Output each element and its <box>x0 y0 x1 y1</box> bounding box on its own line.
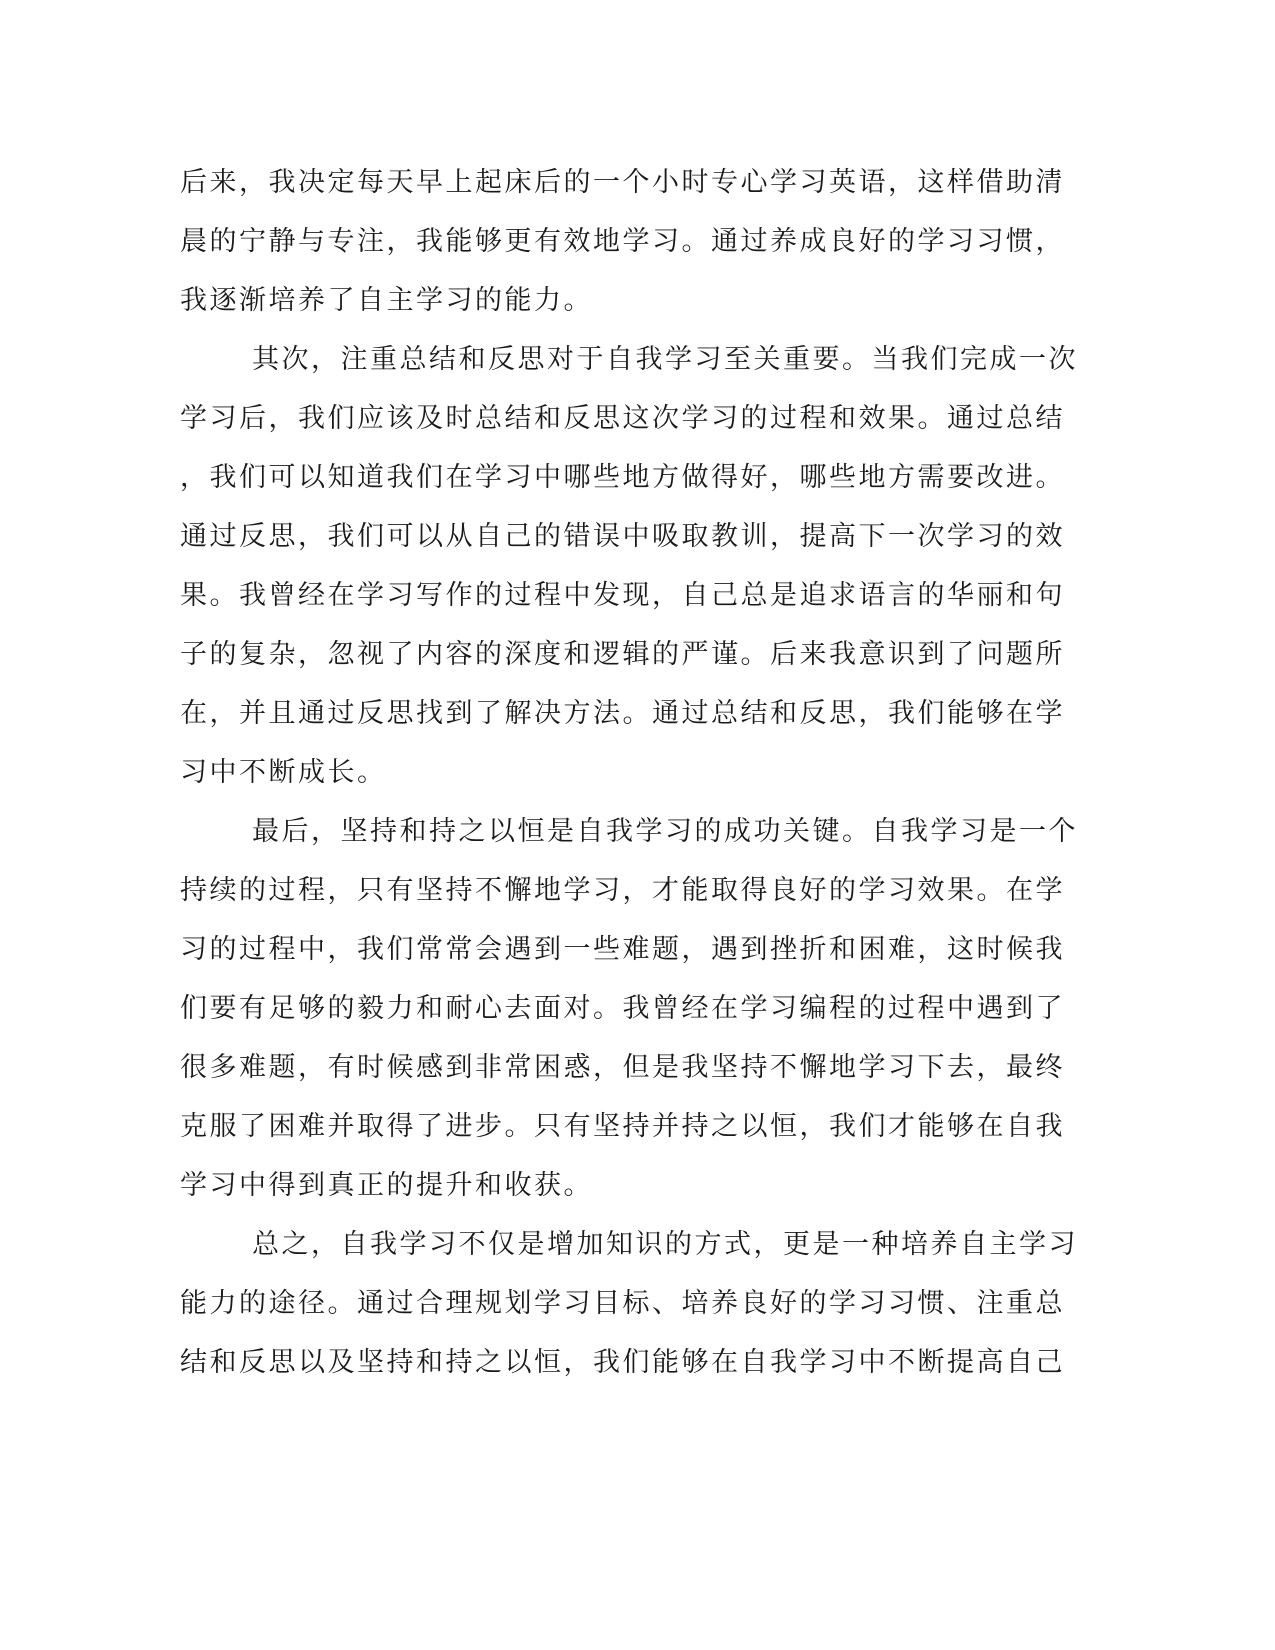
paragraph-line: 持续的过程，只有坚持不懈地学习，才能取得良好的学习效果。在学 <box>180 875 1065 906</box>
paragraph-line: 学习中得到真正的提升和收获。 <box>180 1170 593 1201</box>
paragraph-line: 们要有足够的毅力和耐心去面对。我曾经在学习编程的过程中遇到了 <box>180 993 1065 1024</box>
paragraph-line: 后来，我决定每天早上起床后的一个小时专心学习英语，这样借助清 <box>180 167 1065 198</box>
paragraph-line: 习的过程中，我们常常会遇到一些难题，遇到挫折和困难，这时候我 <box>180 934 1065 965</box>
paragraph-line: 其次，注重总结和反思对于自我学习至关重要。当我们完成一次 <box>252 344 1078 375</box>
paragraph-line: 果。我曾经在学习写作的过程中发现，自己总是追求语言的华丽和句 <box>180 580 1065 611</box>
paragraph-line: 通过反思，我们可以从自己的错误中吸取教训，提高下一次学习的效 <box>180 521 1065 552</box>
paragraph-line: 最后，坚持和持之以恒是自我学习的成功关键。自我学习是一个 <box>252 816 1078 847</box>
paragraph-line: 学习后，我们应该及时总结和反思这次学习的过程和效果。通过总结 <box>180 403 1065 434</box>
paragraph-1 <box>180 153 1065 330</box>
paragraph-line: 很多难题，有时候感到非常困惑，但是我坚持不懈地学习下去，最终 <box>180 1052 1065 1083</box>
paragraph-line: 总之，自我学习不仅是增加知识的方式，更是一种培养自主学习 <box>252 1229 1078 1260</box>
paragraph-line: ，我们可以知道我们在学习中哪些地方做得好，哪些地方需要改进。 <box>180 462 1065 493</box>
paragraph-line: 子的复杂，忽视了内容的深度和逻辑的严谨。后来我意识到了问题所 <box>180 639 1065 670</box>
paragraph-2 <box>180 330 1078 802</box>
paragraph-line: 在，并且通过反思找到了解决方法。通过总结和反思，我们能够在学 <box>180 698 1065 729</box>
paragraph-4 <box>180 1215 1078 1392</box>
paragraph-3 <box>180 802 1078 1215</box>
paragraph-line: 能力的途径。通过合理规划学习目标、培养良好的学习习惯、注重总 <box>180 1288 1065 1319</box>
paragraph-line: 克服了困难并取得了进步。只有坚持并持之以恒，我们才能够在自我 <box>180 1111 1065 1142</box>
paragraph-line: 结和反思以及坚持和持之以恒，我们能够在自我学习中不断提高自己 <box>180 1347 1065 1378</box>
paragraph-line: 习中不断成长。 <box>180 757 387 788</box>
document-body <box>180 153 1078 1392</box>
paragraph-line: 我逐渐培养了自主学习的能力。 <box>180 285 593 316</box>
paragraph-line: 晨的宁静与专注，我能够更有效地学习。通过养成良好的学习习惯， <box>180 226 1065 257</box>
